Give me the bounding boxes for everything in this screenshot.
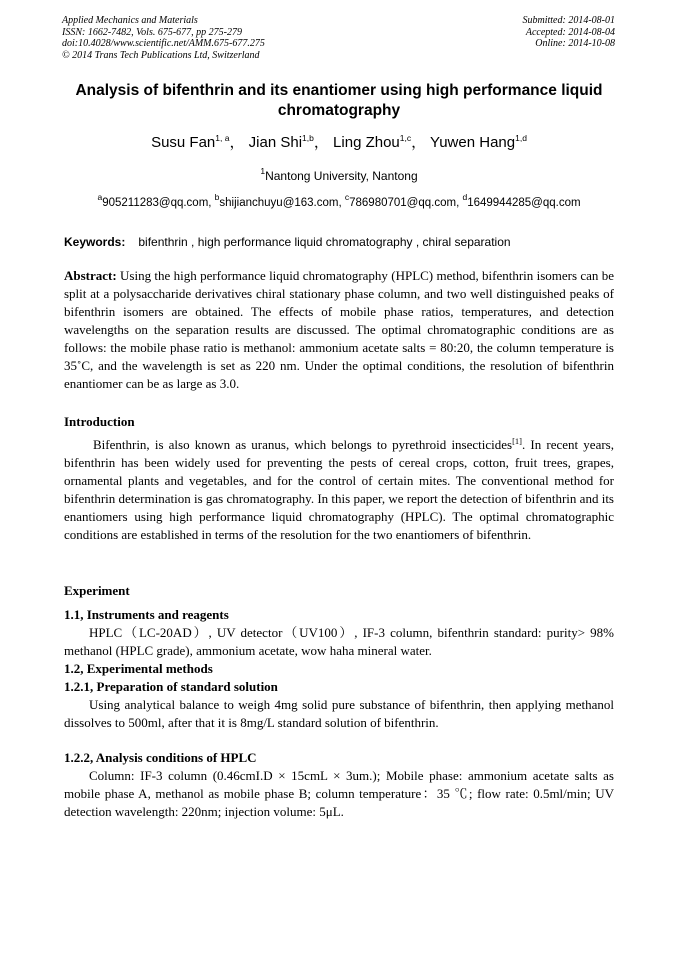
accepted-date: Accepted: 2014-08-04 [525,26,615,38]
section-1-1-text: HPLC（LC-20AD）, UV detector（UV100）, IF-3 column, bifenthrin standard: purity> 98% methanol (HPLC grade), ammonium acetate, wow haha mineral water. [64,625,614,658]
email-mark: b [214,192,220,202]
author-affil-mark: 1, a [215,133,230,143]
author-separator: ， [411,134,427,151]
section-1-2-1-text: Using analytical balance to weigh 4mg solid pure substance of bifenthrin, then applying methanol dissolves to 500ml, after that it is 8mg/L standard solution of bifenthrin. [64,697,614,730]
author-separator: ， [229,134,245,151]
author-emails [62,192,616,211]
copyright-line: © 2014 Trans Tech Publications Ltd, Switzerland [62,49,260,61]
section-1-2-2-text: Column: IF-3 column (0.46cmI.D × 15cmL × 3um.); Mobile phase: ammonium acetate salts as mobile phase A, methanol as mobile phase B; column temperature：35 ℃; flow rate: 0.5ml/min; UV detection wavelength: 220nm; injection volume: 5μL. [64,768,614,819]
author-separator: ， [313,134,329,151]
email-mark: a [97,192,103,202]
author-name: Yuwen Hang [430,134,516,151]
email-mark: c [344,192,350,202]
email-address: shijianchuyu@163.com, [219,197,345,209]
author-affil-mark: 1,d [515,133,527,143]
citation-ref: [1] [512,436,523,446]
doi-line: doi:10.4028/www.scientific.net/AMM.675-677.275 [62,38,265,49]
issn-line: ISSN: 1662-7482, Vols. 675-677, pp 275-279 [62,26,242,38]
introduction-heading: Introduction [64,414,135,429]
author-name: Jian Shi [248,134,303,151]
author-list [62,133,616,153]
email-address: 905211283@qq.com, [102,197,215,209]
journal-header-left [62,15,392,61]
keywords-text: bifenthrin , high performance liquid chromatography , chiral separation [138,235,511,249]
section-1-2-1-heading: 1.2.1, Preparation of standard solution [64,679,278,694]
affiliation [62,168,616,184]
journal-name: Applied Mechanics and Materials [62,15,198,26]
section-1-2-heading: 1.2, Experimental methods [64,661,213,676]
paper-title: Analysis of bifenthrin and its enantiomer using high performance liquid chromatography [75,82,603,119]
abstract-label: Abstract: [64,268,117,283]
keywords [64,234,616,250]
experiment-heading: Experiment [64,583,130,598]
section-1-1-heading: 1.1, Instruments and reagents [64,607,229,622]
keywords-label: Keywords: [64,235,126,249]
intro-text-start: Bifenthrin, is also known as uranus, which belongs to pyrethroid insecticides [93,437,513,452]
introduction-paragraph [64,436,614,544]
section-1-2-2-heading: 1.2.2, Analysis conditions of HPLC [64,750,257,765]
author-name: Susu Fan [151,134,216,151]
abstract-text: Using the high performance liquid chromatography (HPLC) method, bifenthrin isomers can be split at a polysaccharide derivatives chiral stationary phase column, and two well distinguished peaks of bifenthrin isomers are obtained. The effects of mobile phase ratios, temperatures, and detection wavelengths on the separation results are discussed. The optimal chromatographic conditions are as follows: the mobile phase ratio is methanol: ammonium acetate salts = 80:20, the column temperature is 35˚C, and the wavelength is set as 220 nm. Under the optimal conditions, the resolution of bifenthrin enantiomer can be as large as 3.0. [64,268,615,391]
affiliation-text: Nantong University, Nantong [265,169,418,183]
abstract [64,267,614,393]
author-name: Ling Zhou [333,134,400,151]
submitted-date: Submitted: 2014-08-01 [522,15,615,26]
online-date: Online: 2014-10-08 [535,38,615,49]
affiliation-mark: 1 [260,166,266,176]
journal-header-right [365,15,615,50]
intro-text-end: . In recent years, bifenthrin has been widely used for preventing the pests of cereal crops, cotton, fruit trees, grapes, ornamental plants and vegetables, and for the control of certain mites. The conventional method for bifenthrin determination is gas chromatography. In this paper, we report the detection of bifenthrin and its enantiomers using high performance liquid chromatography (HPLC). The optimal chromatographic conditions are established in terms of the resolution for the two enantiomers of bifenthrin. [64,437,614,542]
email-address: 1649944285@qq.com [467,197,581,209]
email-mark: d [462,192,468,202]
email-address: 786980701@qq.com, [349,197,463,209]
author-affil-mark: 1,c [399,133,412,143]
author-affil-mark: 1,b [302,133,314,143]
